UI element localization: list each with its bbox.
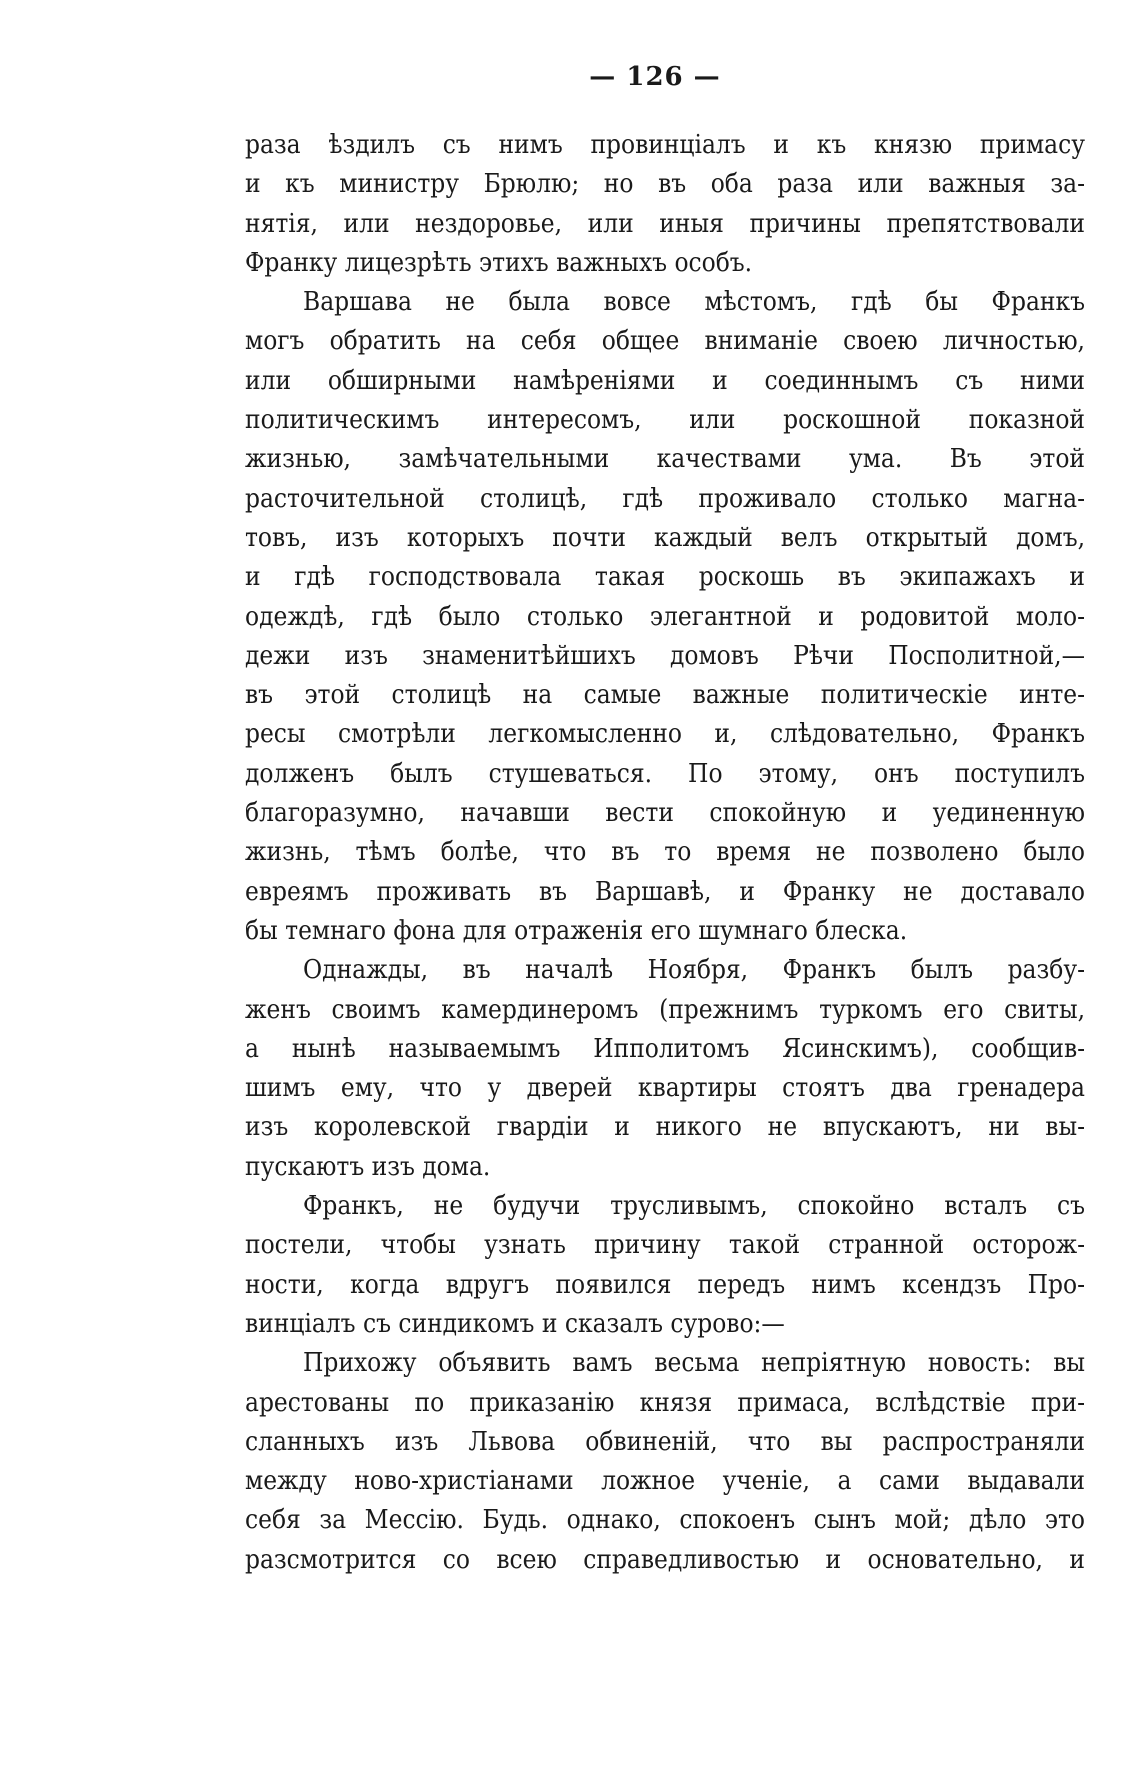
text-line: одеждѣ, гдѣ было столько элегантной и родовитой моло- bbox=[245, 601, 1085, 632]
text-line: благоразумно, начавши вести спокойную и уединенную bbox=[245, 798, 1085, 829]
text-line: въ этой столицѣ на самые важные политическіе инте- bbox=[245, 680, 1085, 711]
text-line: ресы смотрѣли легкомысленно и, слѣдовательно, Франкъ bbox=[245, 719, 1085, 750]
text-line: изъ королевской гвардіи и никого не впускаютъ, ни вы- bbox=[245, 1112, 1085, 1143]
paragraph-first-line: Прихожу объявить вамъ весьма непріятную новость: вы bbox=[303, 1348, 1085, 1379]
text-line: долженъ былъ стушеваться. По этому, онъ поступилъ bbox=[245, 758, 1085, 789]
page-body-text bbox=[245, 126, 1085, 1580]
text-line: разсмотрится со всею справедливостью и основательно, и bbox=[245, 1544, 1085, 1575]
text-line: товъ, изъ которыхъ почти каждый велъ открытый домъ, bbox=[245, 522, 1085, 553]
paragraph-first-line: Франкъ, не будучи трусливымъ, спокойно всталъ съ bbox=[303, 1191, 1085, 1222]
paragraph-first-line: Однажды, въ началѣ Ноября, Франкъ былъ разбу- bbox=[303, 955, 1085, 986]
text-line: шимъ ему, что у дверей квартиры стоятъ два гренадера bbox=[245, 1073, 1085, 1104]
text-line: постели, чтобы узнать причину такой странной осторож- bbox=[245, 1230, 1085, 1261]
text-line: дежи изъ знаменитѣйшихъ домовъ Рѣчи Посполитной,— bbox=[245, 640, 1085, 671]
paragraph-first-line: Варшава не была вовсе мѣстомъ, гдѣ бы Франкъ bbox=[303, 287, 1085, 318]
text-line: или обширными намѣреніями и соединнымъ съ ними bbox=[245, 365, 1085, 396]
text-line: пускаютъ изъ дома. bbox=[245, 1151, 491, 1182]
text-line: могъ обратить на себя общее вниманіе своею личностью, bbox=[245, 326, 1085, 357]
text-line: евреямъ проживать въ Варшавѣ, и Франку не доставало bbox=[245, 876, 1085, 907]
text-line: расточительной столицѣ, гдѣ проживало столько магна- bbox=[245, 483, 1085, 514]
text-line: арестованы по приказанію князя примаса, вслѣдствіе при- bbox=[245, 1387, 1085, 1418]
text-line: ности, когда вдругъ появился передъ нимъ ксендзъ Про- bbox=[245, 1269, 1085, 1300]
text-line: винціалъ съ синдикомъ и сказалъ сурово:— bbox=[245, 1308, 785, 1339]
text-line: бы темнаго фона для отраженія его шумнаго блеска. bbox=[245, 915, 908, 946]
text-line: политическимъ интересомъ, или роскошной показной bbox=[245, 405, 1085, 436]
text-line: и къ министру Брюлю; но въ оба раза или важныя за- bbox=[245, 169, 1085, 200]
text-line: и гдѣ господствовала такая роскошь въ экипажахъ и bbox=[245, 562, 1085, 593]
text-line: сланныхъ изъ Львова обвиненій, что вы распространяли bbox=[245, 1426, 1085, 1457]
text-line: себя за Мессію. Будь. однако, спокоенъ сынъ мой; дѣло это bbox=[245, 1505, 1085, 1536]
text-line: нятія, или нездоровье, или иныя причины препятствовали bbox=[245, 208, 1085, 239]
text-line: жизнью, замѣчательными качествами ума. Въ этой bbox=[245, 444, 1085, 475]
text-line: женъ своимъ камердинеромъ (прежнимъ туркомъ его свиты, bbox=[245, 994, 1085, 1025]
text-line: между ново-христіанами ложное ученіе, а сами выдавали bbox=[245, 1466, 1085, 1497]
page-number: — 126 — bbox=[589, 62, 721, 92]
text-line: Франку лицезрѣть этихъ важныхъ особъ. bbox=[245, 247, 753, 278]
text-line: а нынѣ называемымъ Ипполитомъ Ясинскимъ), сообщив- bbox=[245, 1033, 1085, 1064]
text-line: раза ѣздилъ съ нимъ провинціалъ и къ князю примасу bbox=[245, 130, 1085, 160]
text-line: жизнь, тѣмъ болѣе, что въ то время не позволено было bbox=[245, 837, 1085, 868]
